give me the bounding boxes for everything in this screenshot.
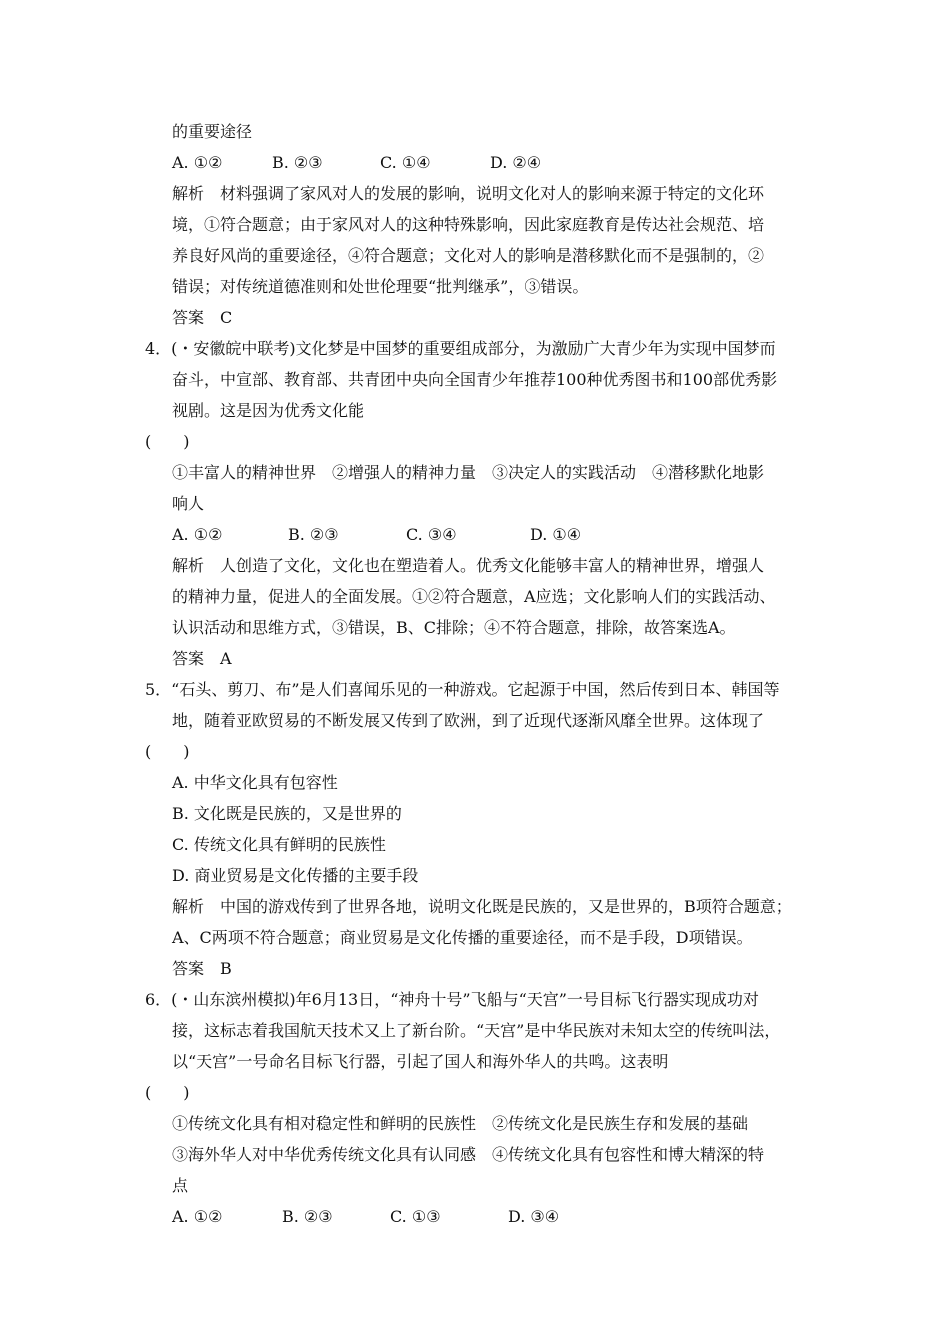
q3-options [172,152,672,174]
q6-items-line-1: ①传统文化具有相对稳定性和鲜明的民族性 ②传统文化是民族生存和发展的基础 [172,1114,749,1133]
q6-option-a: A. ①② [172,1207,223,1226]
q3-option-c: C. ①④ [380,153,431,172]
q5-option-d: D. 商业贸易是文化传播的主要手段 [172,866,419,885]
q6-stem-line-1: 6．(・山东滨州模拟)年6月13日，“神舟十号”飞船与“天宫”一号目标飞行器实现成功对 [145,990,759,1009]
q3-analysis-line-2: 境，①符合题意；由于家风对人的这种特殊影响，因此家庭教育是传达社会规范、培 [172,215,765,234]
q5-answer-blank: ( ) [145,742,190,761]
q3-option-b: B. ②③ [272,153,323,172]
q3-analysis-line-3: 养良好风尚的重要途径，④符合题意；文化对人的影响是潜移默化而不是强制的，② [172,246,765,265]
q6-stem-line-2: 接，这标志着我国航天技术又上了新台阶。“天宫”是中华民族对未知太空的传统叫法， [172,1021,781,1040]
q6-option-c: C. ①③ [390,1207,441,1226]
q4-answer: 答案 A [172,649,232,668]
q4-stem-line-2: 奋斗，中宣部、教育部、共青团中央向全国青少年推荐100种优秀图书和100部优秀影 [172,370,778,389]
q6-items-line-2: ③海外华人对中华优秀传统文化具有认同感 ④传统文化具有包容性和博大精深的特 [172,1145,765,1164]
q5-stem-line-2: 地，随着亚欧贸易的不断发展又传到了欧洲，到了近现代逐渐风靡全世界。这体现了 [172,711,765,730]
q4-analysis-line-3: 认识活动和思维方式，③错误，B、C排除；④不符合题意，排除，故答案选A。 [172,618,736,637]
q4-options [172,524,672,546]
q3-answer: 答案 C [172,308,233,327]
q3-option-d: D. ②④ [490,153,542,172]
q3-analysis-line-1: 解析 材料强调了家风对人的发展的影响，说明文化对人的影响来源于特定的文化环 [172,184,765,203]
q6-stem-line-3: 以“天宫”一号命名目标飞行器，引起了国人和海外华人的共鸣。这表明 [172,1052,669,1071]
q4-items-line-2: 响人 [172,494,205,513]
q4-stem-line-1: 4．(・安徽皖中联考)文化梦是中国梦的重要组成部分，为激励广大青少年为实现中国梦而 [145,339,776,358]
q4-option-a: A. ①② [172,525,223,544]
q6-answer-blank: ( ) [145,1083,190,1102]
q4-analysis-line-1: 解析 人创造了文化，文化也在塑造着人。优秀文化能够丰富人的精神世界，增强人 [172,556,765,575]
q5-analysis-line-2: A、C两项不符合题意；商业贸易是文化传播的重要途径，而不是手段，D项错误。 [172,928,753,947]
q5-option-b: B. 文化既是民族的，又是世界的 [172,804,402,823]
q6-options [172,1206,672,1228]
q4-option-b: B. ②③ [288,525,339,544]
q5-stem-line-1: 5．“石头、剪刀、布”是人们喜闻乐见的一种游戏。它起源于中国，然后传到日本、韩国等 [145,680,780,699]
q3-analysis-line-4: 错误；对传统道德准则和处世伦理要“批判继承”，③错误。 [172,277,589,296]
q4-analysis-line-2: 的精神力量，促进人的全面发展。①②符合题意，A应选；文化影响人们的实践活动、 [172,587,776,606]
q5-option-c: C. 传统文化具有鲜明的民族性 [172,835,386,854]
q4-items-line-1: ①丰富人的精神世界 ②增强人的精神力量 ③决定人的实践活动 ④潜移默化地影 [172,463,765,482]
q4-option-c: C. ③④ [406,525,457,544]
q6-items-line-3: 点 [172,1176,189,1195]
q6-option-b: B. ②③ [282,1207,333,1226]
q4-option-d: D. ①④ [530,525,582,544]
q5-answer: 答案 B [172,959,232,978]
q6-option-d: D. ③④ [508,1207,560,1226]
q4-stem-line-3: 视剧。这是因为优秀文化能 [172,401,365,420]
q4-answer-blank: ( ) [145,432,190,451]
q3-stem-end: 的重要途径 [172,122,253,141]
q5-analysis-line-1: 解析 中国的游戏传到了世界各地，说明文化既是民族的，又是世界的，B项符合题意； [172,897,792,916]
q3-option-a: A. ①② [172,153,223,172]
q5-option-a: A. 中华文化具有包容性 [172,773,338,792]
